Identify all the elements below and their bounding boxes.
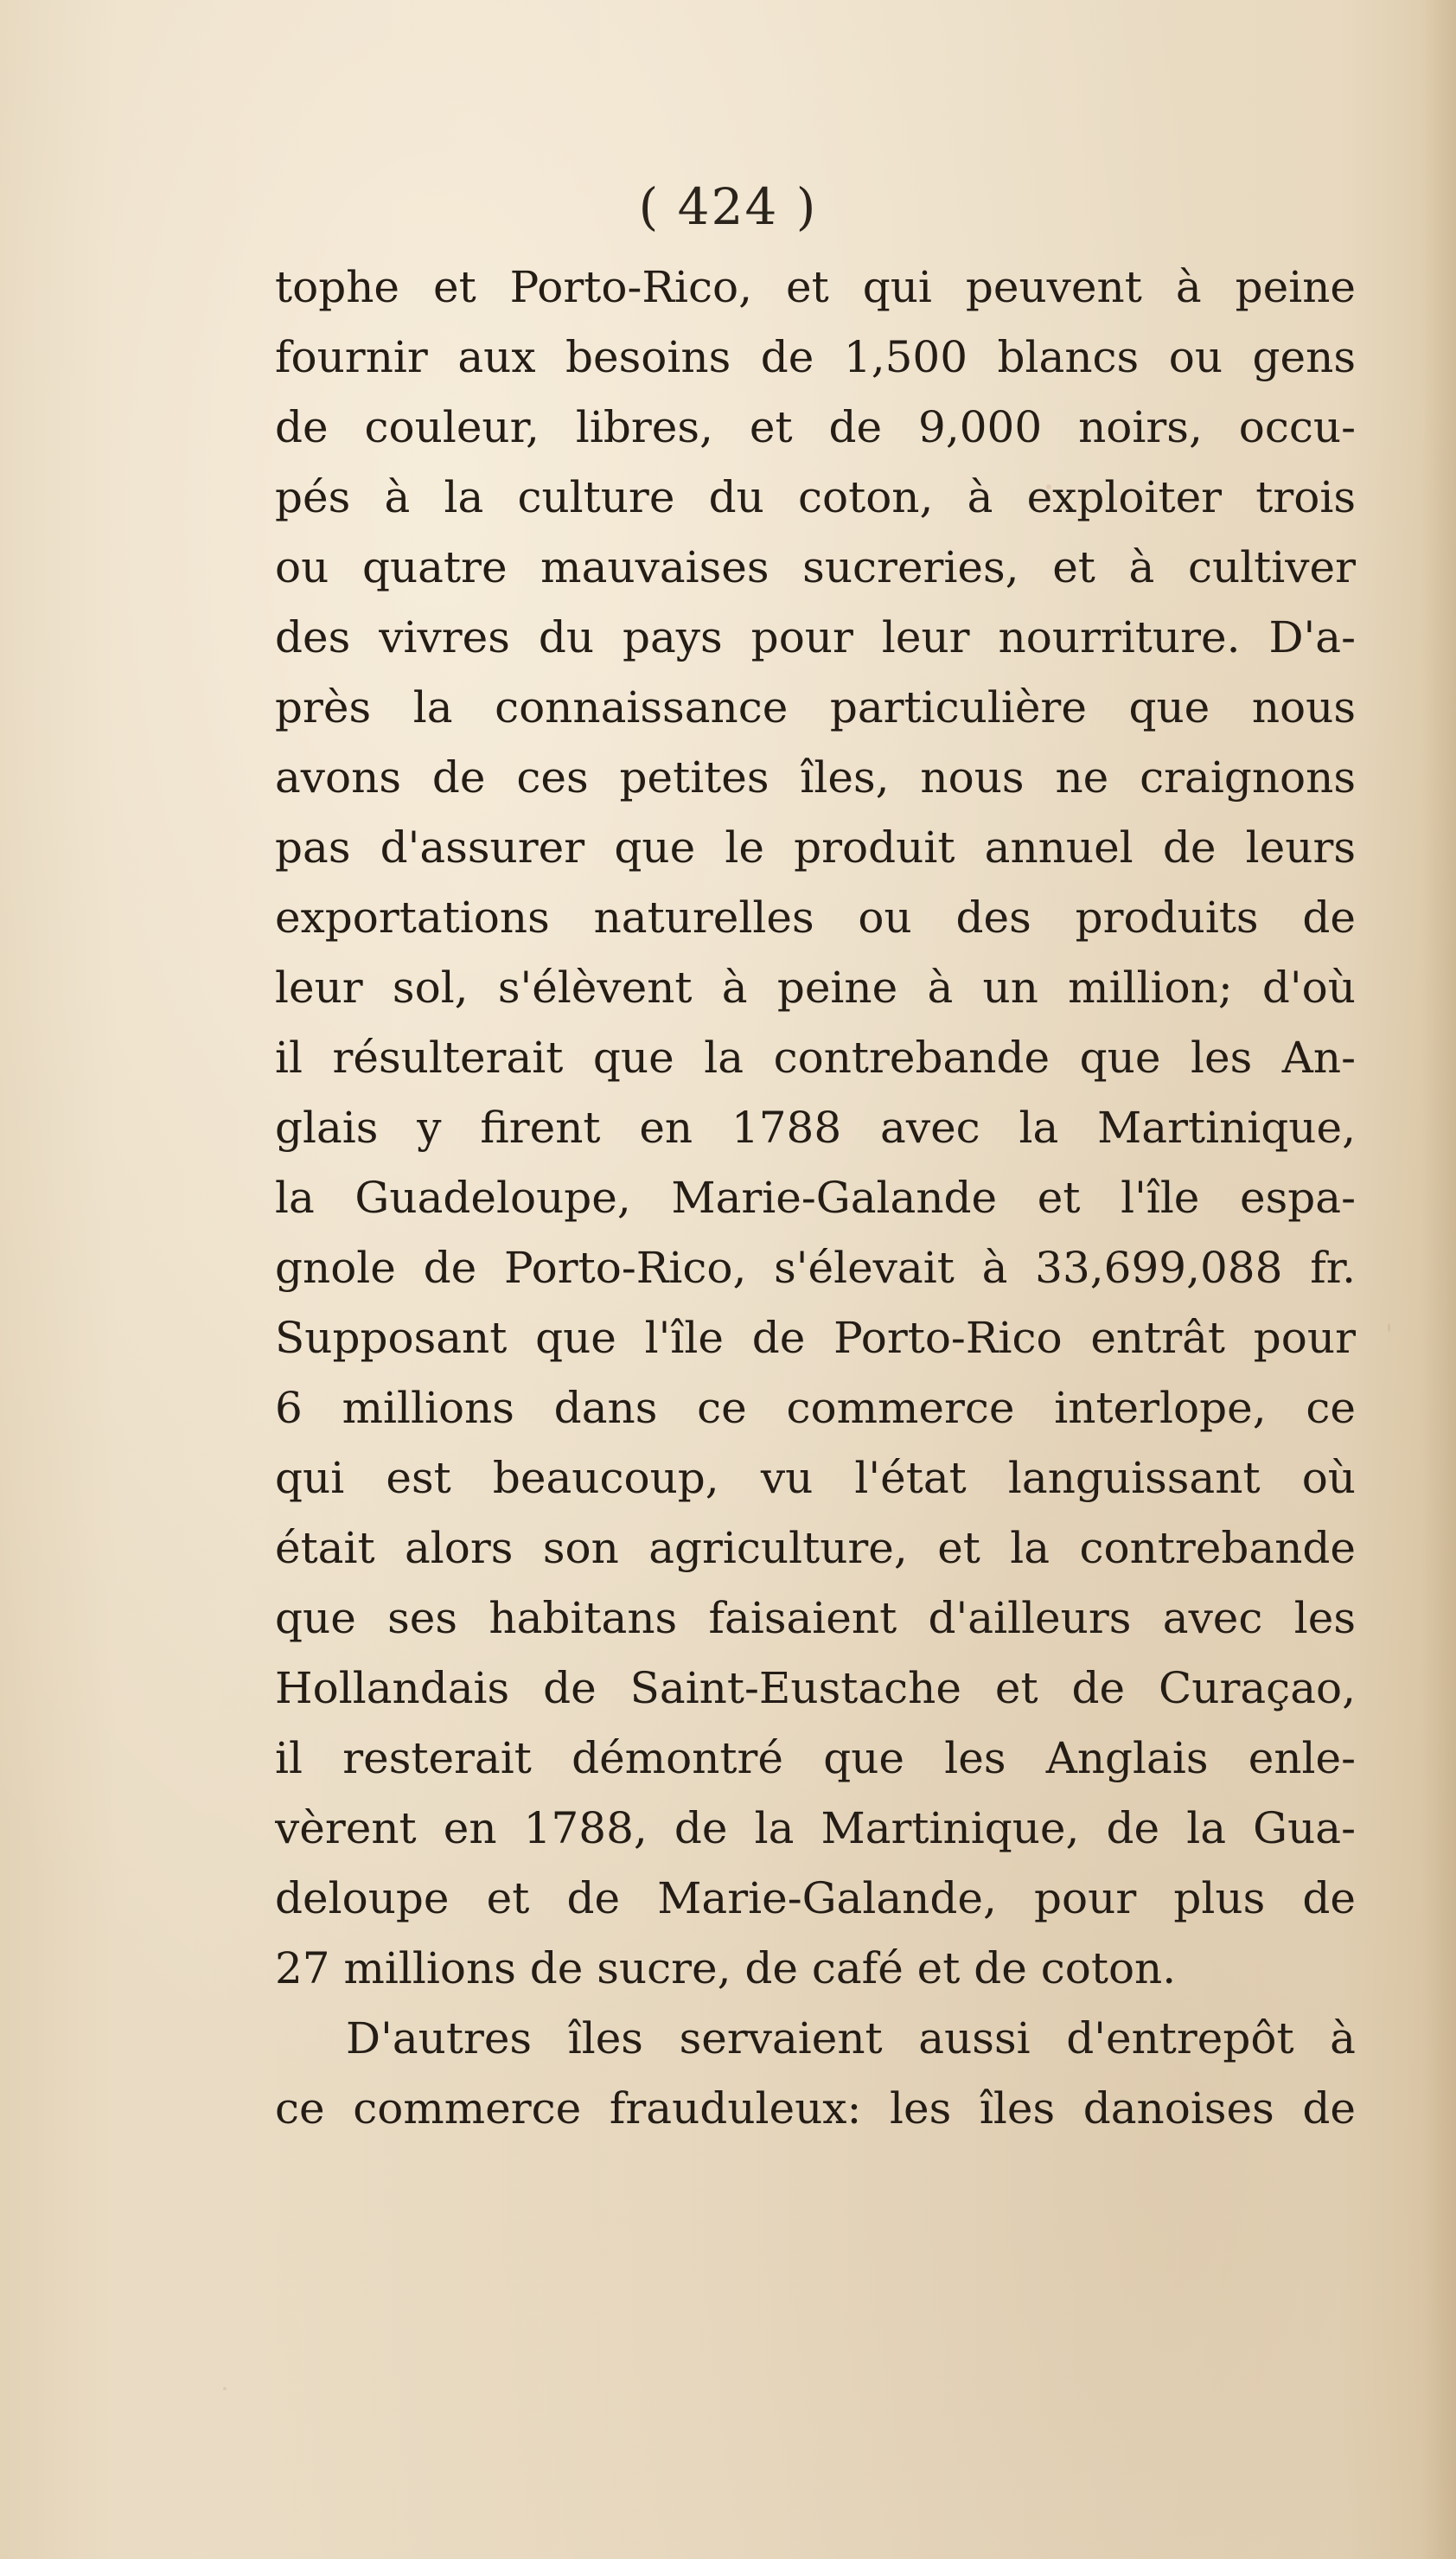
page-edge-shadow bbox=[1421, 0, 1456, 2559]
paragraph-start-line: D'autres îles servaient aussi d'entrepôt à bbox=[346, 2013, 1356, 2063]
text-line: deloupe et de Marie-Galande, pour plus de bbox=[275, 1873, 1356, 1923]
text-line: la Guadeloupe, Marie-Galande et l'île espa- bbox=[275, 1173, 1356, 1223]
text-line: exportations naturelles ou des produits de bbox=[275, 892, 1356, 943]
text-line: près la connaissance particulière que nous bbox=[275, 682, 1356, 733]
text-line: Hollandais de Saint-Eustache et de Curaçao, bbox=[275, 1663, 1356, 1713]
text-line: était alors son agriculture, et la contrebande bbox=[275, 1523, 1356, 1573]
text-line: pés à la culture du coton, à exploiter trois bbox=[275, 472, 1356, 522]
text-line: avons de ces petites îles, nous ne craignons bbox=[275, 752, 1356, 803]
text-line: leur sol, s'élèvent à peine à un million; d'où bbox=[275, 963, 1356, 1013]
paper-foxing-spot bbox=[223, 2387, 227, 2390]
text-line: ce commerce frauduleux: les îles danoises de bbox=[275, 2083, 1356, 2134]
text-line: il résulterait que la contrebande que les An- bbox=[275, 1033, 1356, 1083]
text-line: des vivres du pays pour leur nourriture. D'a- bbox=[275, 612, 1356, 662]
text-line: vèrent en 1788, de la Martinique, de la Gua- bbox=[275, 1803, 1356, 1853]
text-line: ou quatre mauvaises sucreries, et à cultiver bbox=[275, 542, 1356, 592]
text-line: pas d'assurer que le produit annuel de leurs bbox=[275, 822, 1356, 873]
paper-foxing-spot bbox=[1388, 1323, 1390, 1332]
text-line: tophe et Porto-Rico, et qui peuvent à peine bbox=[275, 262, 1356, 312]
body-text bbox=[275, 253, 1356, 2144]
text-line: gnole de Porto-Rico, s'élevait à 33,699,088 fr. bbox=[275, 1243, 1356, 1293]
text-line: fournir aux besoins de 1,500 blancs ou gens bbox=[275, 332, 1356, 382]
text-line: glais y firent en 1788 avec la Martinique, bbox=[275, 1103, 1356, 1153]
text-line: que ses habitans faisaient d'ailleurs avec les bbox=[275, 1593, 1356, 1643]
paragraph-end-line: 27 millions de sucre, de café et de coton. bbox=[275, 1943, 1177, 1993]
text-line: il resterait démontré que les Anglais enle- bbox=[275, 1733, 1356, 1783]
text-line: Supposant que l'île de Porto-Rico entrât pour bbox=[275, 1313, 1356, 1363]
text-line: 6 millions dans ce commerce interlope, ce bbox=[275, 1383, 1356, 1433]
page-number: ( 424 ) bbox=[638, 177, 818, 236]
text-line: de couleur, libres, et de 9,000 noirs, occu- bbox=[275, 402, 1356, 452]
text-line: qui est beaucoup, vu l'état languissant où bbox=[275, 1453, 1356, 1503]
